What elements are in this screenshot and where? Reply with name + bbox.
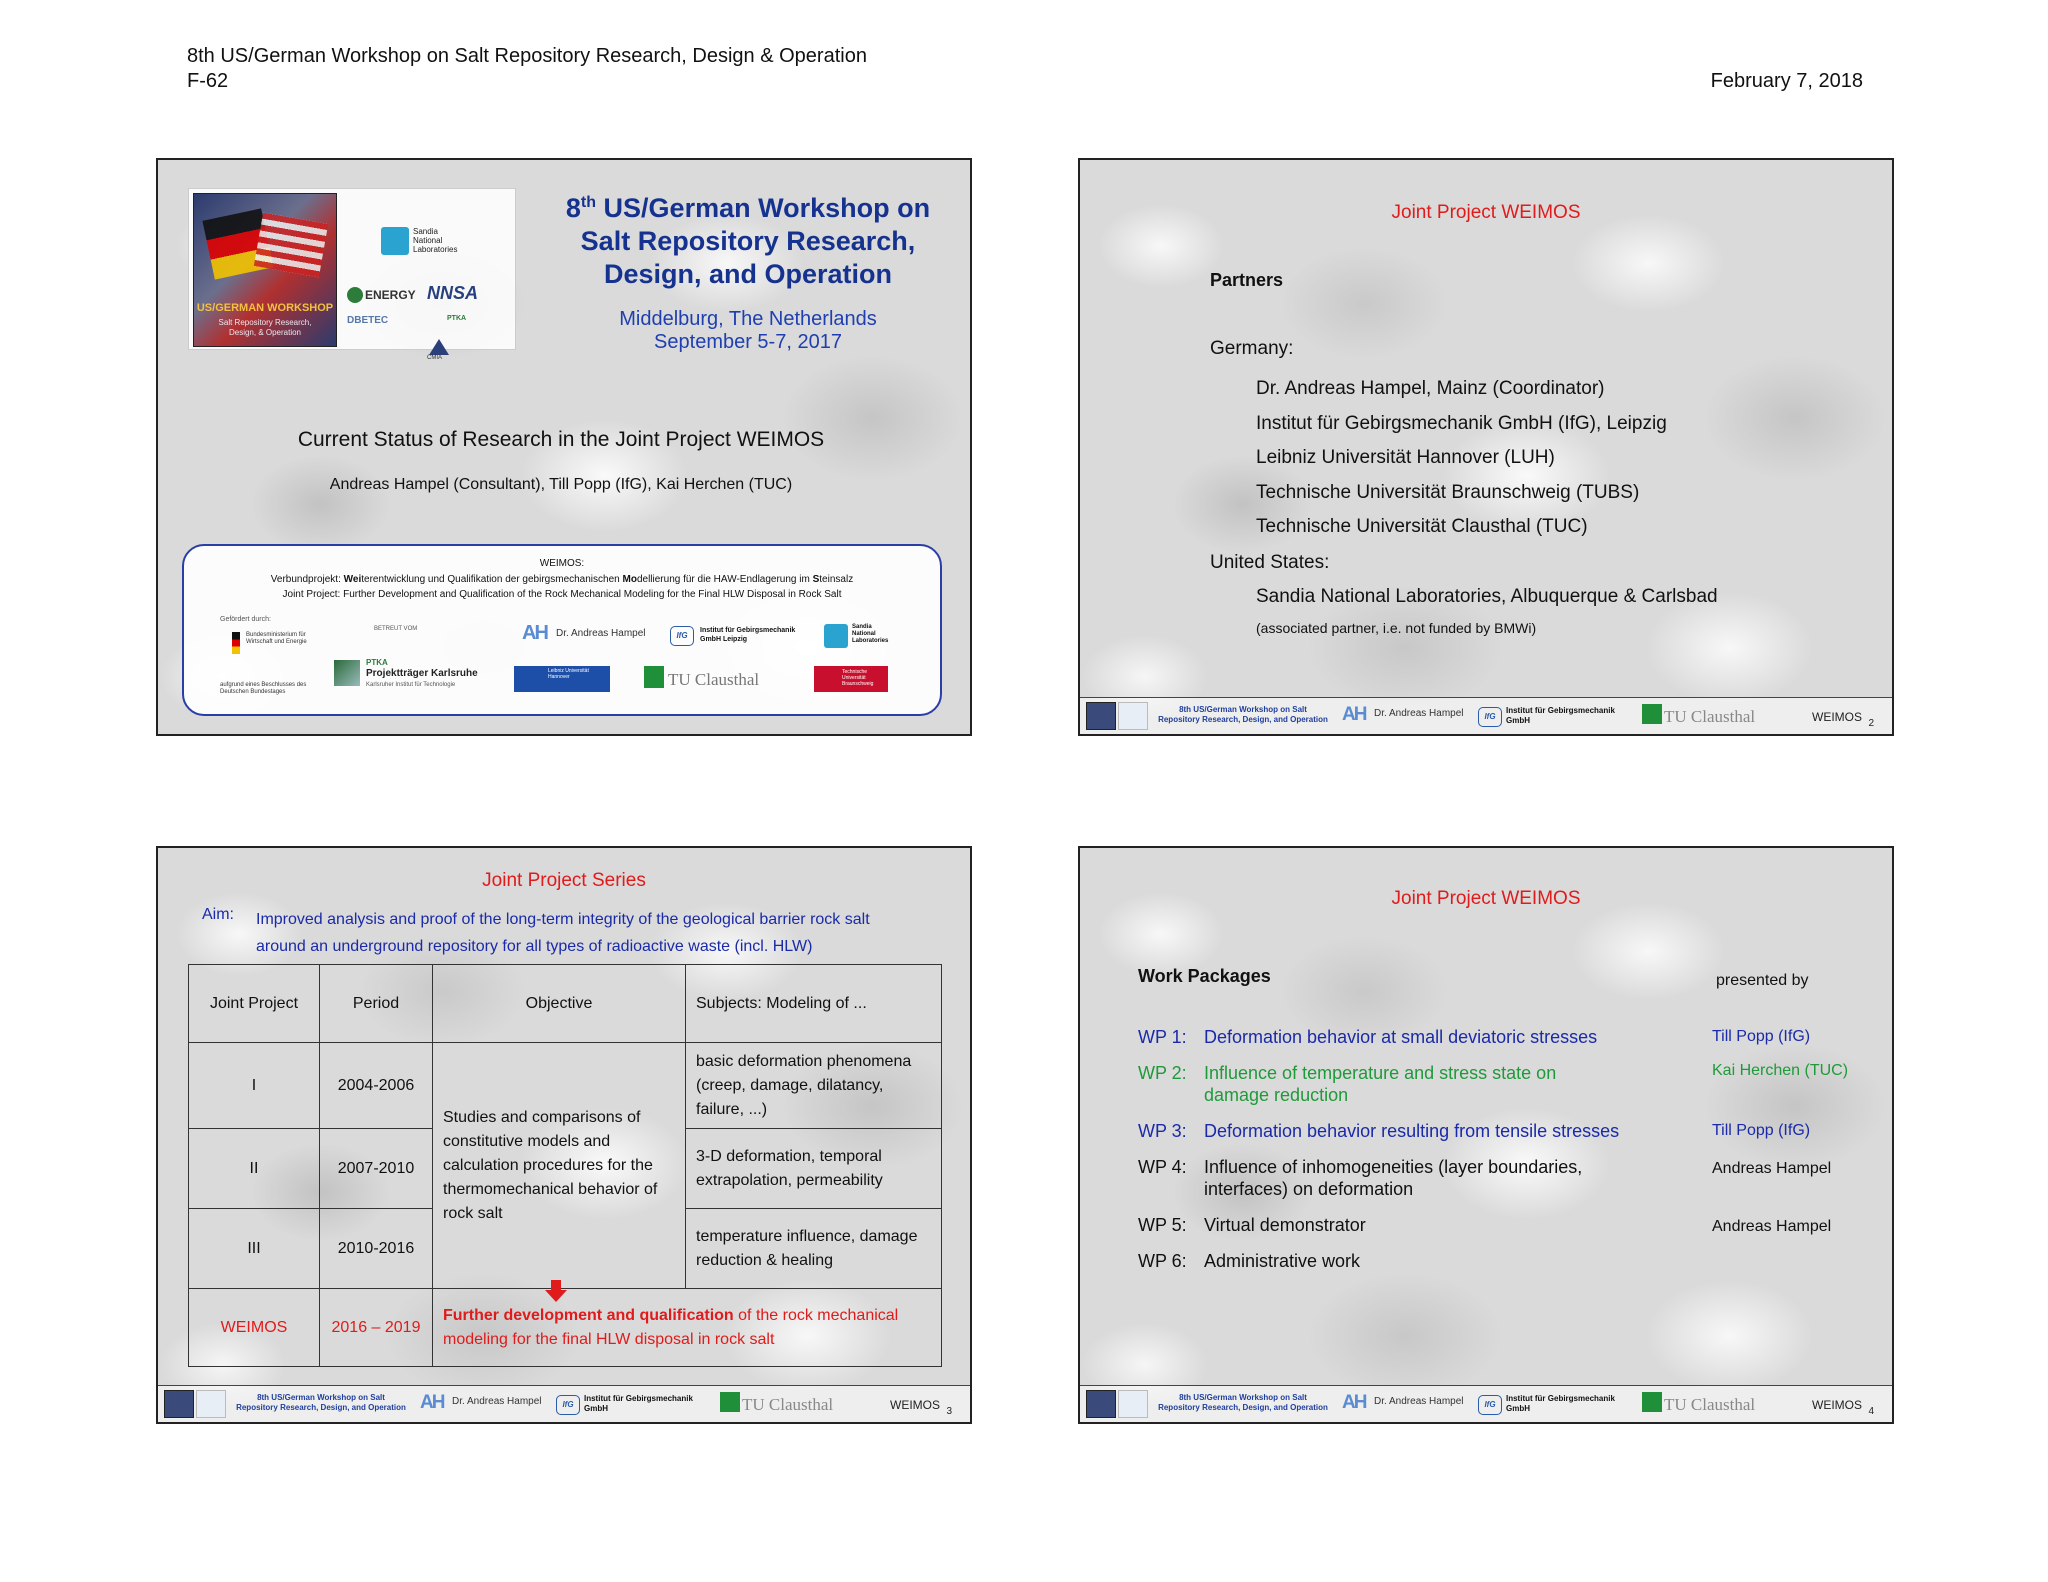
slide-footer	[1080, 1385, 1892, 1422]
supervised-label: BETREUT VOM	[374, 626, 418, 632]
nnsa-logo-text: NNSA	[427, 283, 479, 303]
slide-4-work-packages	[1078, 846, 1894, 1424]
workshop-header-title: 8th US/German Workshop on Salt Repository Research, Design & Operation	[187, 45, 867, 67]
wp-title: Administrative work	[1204, 1251, 1361, 1271]
weimos-objective-rest: of the rock mechanical modeling for the final HLW disposal in rock salt	[443, 1306, 899, 1348]
footer-ifg-name: Institut für Gebirgsmechanik GmbH	[1506, 706, 1615, 725]
wp-presenter: Kai Herchen (TUC)	[1712, 1062, 1849, 1079]
footer-hampel-logo: AH	[420, 1392, 444, 1413]
project-cell: I	[189, 1043, 320, 1129]
cmia-logo-text: CMIA	[427, 355, 442, 361]
us-label: United States:	[1210, 552, 1330, 573]
table-header-row	[189, 965, 942, 1043]
period-cell: 2016 – 2019	[320, 1289, 433, 1367]
slide-footer	[158, 1385, 970, 1422]
footer-sponsor-thumbnail	[1118, 702, 1148, 730]
workshop-flag-image	[193, 193, 337, 347]
workshop-logo-panel	[188, 188, 516, 361]
title-line-3: Design, and Operation	[603, 259, 893, 289]
presented-by-label: presented by	[1716, 972, 1809, 989]
period-cell: 2007-2010	[320, 1129, 433, 1209]
arrow-down-head-icon	[545, 1290, 567, 1302]
period-cell: 2004-2006	[320, 1043, 433, 1129]
footer-ifg-logo: IfG	[1478, 707, 1502, 727]
sandia-logo-text: Sandia National Laboratories	[413, 227, 458, 254]
bundestag-note: aufgrund eines Beschlusses des Deutschen Bundestages	[220, 682, 307, 695]
footer-ifg-name: Institut für Gebirgsmechanik GmbH	[1506, 1394, 1615, 1413]
footer-ifg-logo: IfG	[556, 1395, 580, 1415]
footer-tuc-name: TU Clausthal	[1664, 1395, 1756, 1414]
doe-seal-icon	[347, 287, 363, 303]
wp-title: Influence of temperature and stress state on damage reduction	[1204, 1063, 1557, 1105]
workshop-dates: September 5-7, 2017	[654, 331, 842, 353]
footer-sponsor-thumbnail	[196, 1390, 226, 1418]
sandia-box-logo-text: Sandia National Laboratories	[852, 624, 889, 644]
germany-partner-list	[1256, 372, 1667, 545]
slide-footer	[1080, 697, 1892, 734]
footer-hampel-name: Dr. Andreas Hampel	[452, 1396, 542, 1407]
wp-presenter: Andreas Hampel	[1712, 1160, 1832, 1177]
column-header: Period	[320, 965, 433, 1043]
objective-cell	[433, 1043, 686, 1289]
germany-label: Germany:	[1210, 338, 1294, 359]
column-header: Joint Project	[189, 965, 320, 1043]
ptka-name: PTKA	[366, 658, 388, 667]
tubs-logo	[814, 666, 888, 692]
aim-text	[256, 906, 946, 960]
funding-label: Gefördert durch:	[220, 616, 271, 623]
partner-item: Dr. Andreas Hampel, Mainz (Coordinator)	[1256, 378, 1605, 399]
period-cell: 2010-2016	[320, 1209, 433, 1289]
tubs-logo-text: Technische Universität Braunschweig	[842, 669, 874, 687]
weimos-heading: WEIMOS:	[539, 558, 585, 569]
wp-number: WP 2:	[1138, 1063, 1187, 1083]
wp-number: WP 5:	[1138, 1215, 1187, 1235]
bmwi-logo-text: Bundesministerium für Wirtschaft und Energie	[246, 632, 307, 645]
footer-tuc-logo-icon	[1642, 1392, 1662, 1412]
slide-2-title: Joint Project WEIMOS	[1391, 202, 1581, 223]
page-header	[187, 44, 867, 94]
footer-hampel-name: Dr. Andreas Hampel	[1374, 708, 1464, 719]
talk-title: Current Status of Research in the Joint Project WEIMOS	[297, 428, 825, 451]
weimos-english-description: Joint Project: Further Development and Qualification of the Rock Mechanical Modeling for the Final HLW Disposal in Rock Salt	[282, 589, 842, 600]
tuc-logo-text: TU Clausthal	[668, 670, 760, 689]
workshop-badge-subtitle: Salt Repository Research, Design, & Operation	[218, 318, 312, 337]
wp-title: Virtual demonstrator	[1204, 1215, 1366, 1235]
luh-logo	[514, 666, 610, 692]
partner-item: Institut für Gebirgsmechanik GmbH (IfG), Leipzig	[1256, 412, 1667, 434]
footer-ifg-logo: IfG	[1478, 1395, 1502, 1415]
wp-number: WP 4:	[1138, 1157, 1187, 1177]
footer-workshop-thumbnail	[1086, 1390, 1116, 1418]
slide-number: 4	[1868, 1406, 1874, 1417]
talk-authors: Andreas Hampel (Consultant), Till Popp (IfG), Kai Herchen (TUC)	[329, 476, 793, 493]
hampel-logo: AH	[522, 622, 547, 644]
footer-ifg-name: Institut für Gebirgsmechanik GmbH	[584, 1394, 693, 1413]
footer-hampel-logo: AH	[1342, 704, 1366, 725]
slide-3-project-series	[156, 846, 972, 1424]
project-series-table	[188, 964, 942, 1367]
footer-workshop-thumbnail	[164, 1390, 194, 1418]
aim-line-1: Improved analysis and proof of the long-term integrity of the geological barrier rock salt	[256, 911, 870, 928]
slide-number: 3	[946, 1406, 952, 1417]
title-ordinal: 8	[565, 193, 581, 223]
dbetec-logo-text: DBETEC	[347, 315, 389, 326]
us-flag-image	[254, 213, 328, 278]
slide-2-partners	[1078, 158, 1894, 736]
us-partner: Sandia National Laboratories, Albuquerque & Carlsbad	[1256, 586, 1718, 607]
footer-workshop-thumbnail	[1086, 702, 1116, 730]
workshop-location: Middelburg, The Netherlands	[619, 308, 877, 330]
subjects-cell: temperature influence, damage reduction & healing	[686, 1209, 942, 1289]
project-cell: III	[189, 1209, 320, 1289]
subjects-cell: 3-D deformation, temporal extrapolation, permeability	[686, 1129, 942, 1209]
footer-sponsor-thumbnail	[1118, 1390, 1148, 1418]
ptka-full-name: Projektträger Karlsruhe	[366, 668, 478, 679]
ptka-subtitle: Karlsruher Institut für Technologie	[366, 682, 456, 688]
sandia-box-logo-icon	[824, 624, 848, 648]
wp-title: Influence of inhomogeneities (layer boundaries, interfaces) on deformation	[1204, 1157, 1583, 1199]
slide-1-title	[156, 158, 972, 736]
workshop-badge-label: US/GERMAN WORKSHOP	[196, 302, 334, 314]
wp-presenter: Till Popp (IfG)	[1712, 1122, 1811, 1139]
subjects-cell: basic deformation phenomena (creep, damage, dilatancy, failure, ...)	[686, 1043, 942, 1129]
ifg-name: Institut für Gebirgsmechanik GmbH Leipzig	[700, 627, 796, 643]
footer-tuc-logo-icon	[720, 1392, 740, 1412]
workshop-location-block	[558, 308, 938, 354]
footer-hampel-name: Dr. Andreas Hampel	[1374, 1396, 1464, 1407]
slide-3-title: Joint Project Series	[482, 870, 646, 891]
wp-number: WP 1:	[1138, 1027, 1187, 1047]
energy-logo-text: ENERGY	[365, 288, 416, 302]
de-text-1: terentwicklung und Qualifikation der gebirgsmechanischen	[361, 574, 623, 585]
hampel-name: Dr. Andreas Hampel	[556, 628, 646, 639]
weimos-german-description	[184, 574, 940, 585]
bmwi-flag-icon	[232, 632, 240, 654]
slide-number: 2	[1868, 718, 1874, 729]
title-ordinal-suffix: th	[580, 194, 597, 211]
sandia-logo-icon	[381, 227, 409, 255]
footer-project-label: WEIMOS	[1812, 1398, 1862, 1412]
partner-item: Leibniz Universität Hannover (LUH)	[1256, 447, 1555, 468]
title-line-2: Salt Repository Research,	[580, 226, 916, 256]
header-date: February 7, 2018	[1710, 70, 1863, 92]
ptka-logo-icon	[334, 660, 360, 686]
us-partner-note: (associated partner, i.e. not funded by BMWi)	[1256, 620, 1537, 636]
weimos-objective-cell	[433, 1289, 942, 1367]
de-text-3: teinsalz	[819, 574, 854, 585]
wp-title: Deformation behavior resulting from tensile stresses	[1204, 1121, 1620, 1141]
footer-project-label: WEIMOS	[1812, 710, 1862, 724]
project-cell: II	[189, 1129, 320, 1209]
table-row	[189, 1043, 942, 1129]
footer-workshop-title: 8th US/German Workshop on Salt Repository Research, Design, and Operation	[236, 1393, 406, 1412]
aim-label: Aim:	[202, 906, 234, 923]
tuc-logo-icon	[644, 666, 664, 688]
de-bold-1: Wei	[343, 574, 362, 585]
de-text-2: dellierung für die HAW-Endlagerung im	[636, 574, 813, 585]
document-id: F-62	[187, 70, 229, 92]
cmia-logo-icon	[429, 339, 449, 355]
partner-item: Technische Universität Braunschweig (TUBS)	[1256, 481, 1640, 503]
aim-line-2: around an underground repository for all types of radioactive waste (incl. HLW)	[256, 938, 813, 955]
column-header: Subjects: Modeling of ...	[686, 965, 942, 1043]
de-bold-3: S	[812, 574, 820, 585]
footer-workshop-title: 8th US/German Workshop on Salt Repository Research, Design, and Operation	[1158, 705, 1328, 724]
de-prefix: Verbundprojekt:	[270, 574, 344, 585]
footer-hampel-logo: AH	[1342, 1392, 1366, 1413]
wp-number: WP 3:	[1138, 1121, 1187, 1141]
de-bold-2: Mo	[622, 574, 637, 585]
shared-objective-text: Studies and comparisons of constitutive models and calculation procedures for the thermomechanical behavior of rock salt	[443, 1108, 658, 1222]
ptka-small-logo-text: PTKA	[447, 315, 467, 322]
work-packages-label: Work Packages	[1138, 966, 1271, 986]
column-header: Objective	[433, 965, 686, 1043]
luh-logo-text: Leibniz Universität Hannover	[548, 668, 589, 680]
wp-presenter: Till Popp (IfG)	[1712, 1028, 1811, 1045]
ifg-logo: IfG	[670, 626, 694, 646]
wp-title: Deformation behavior at small deviatoric stresses	[1204, 1027, 1598, 1047]
weimos-info-box	[182, 544, 942, 716]
workshop-title	[558, 186, 938, 291]
weimos-objective-bold: Further development and qualification	[443, 1306, 734, 1324]
footer-project-label: WEIMOS	[890, 1398, 940, 1412]
slide-4-title: Joint Project WEIMOS	[1391, 888, 1581, 909]
wp-presenter: Andreas Hampel	[1712, 1218, 1832, 1235]
footer-tuc-logo-icon	[1642, 704, 1662, 724]
title-line-1: US/German Workshop on	[603, 193, 931, 223]
wp-number: WP 6:	[1138, 1251, 1187, 1271]
partner-item: Technische Universität Clausthal (TUC)	[1256, 516, 1588, 537]
footer-tuc-name: TU Clausthal	[742, 1395, 834, 1414]
partners-label: Partners	[1210, 270, 1284, 290]
footer-tuc-name: TU Clausthal	[1664, 707, 1756, 726]
footer-workshop-title: 8th US/German Workshop on Salt Repository Research, Design, and Operation	[1158, 1393, 1328, 1412]
project-cell: WEIMOS	[189, 1289, 320, 1367]
